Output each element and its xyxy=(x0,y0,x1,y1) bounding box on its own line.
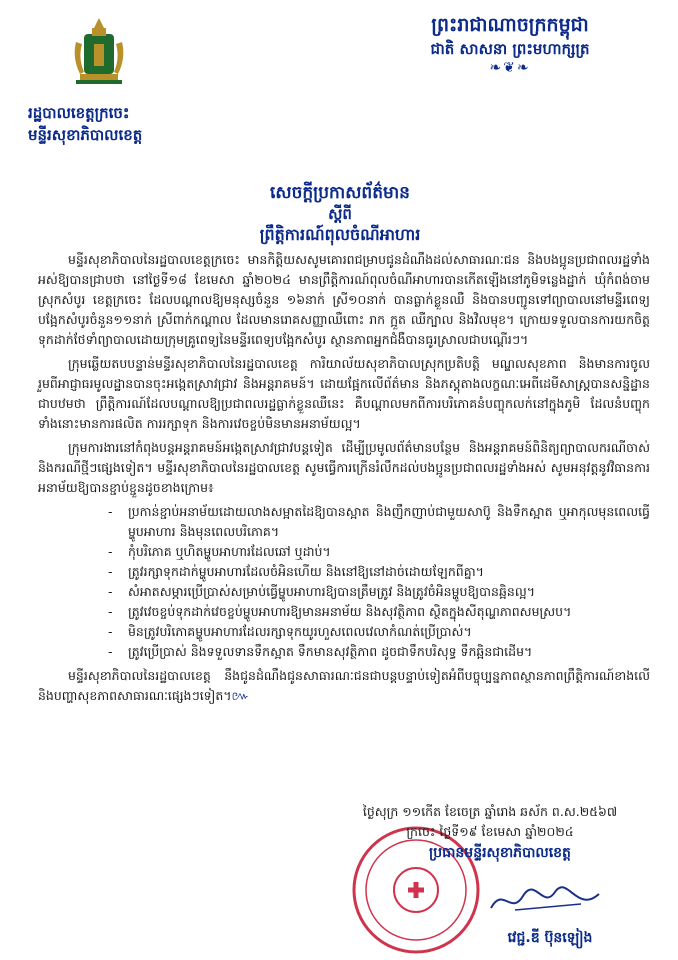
document-dates xyxy=(330,802,650,842)
list-item: - កុំបរិភោគ ឬហិតម្ហូបអាហារដែលឆៅ ឬដាប់។ xyxy=(108,542,650,562)
ornament-divider: ❧❦❧ xyxy=(489,60,531,76)
solar-date: ក្រចេះ ថ្ងៃទី១៩ ខែមេសា ឆ្នាំ២០២៤ xyxy=(406,824,574,839)
closing-text: មន្ទីរសុខាភិបាលនៃរដ្ឋបាលខេត្ត នឹងជូនដំណឹងជូនសាធារណៈជនជាបន្តបន្ទាប់ទៀតអំពីបច្ចុប្បន្នភាពស្ថានភាពព្រឹត្តិការណ៍ខាងលើ និងបញ្ហាសុខភាពសាធារណៈផ្សេងៗទៀត។ xyxy=(38,668,650,703)
paragraph-3: ក្រុមការងារនៅកំពុងបន្តអន្តរាគមន៍អង្កេតស្រាវជ្រាវបន្តទៀត ដើម្បីប្រមូលព័ត៌មានបន្ថែម និងអន្តរាគមន៍ពិនិត្យព្យាបាលករណីចាស់ និងករណីថ្មីៗផ្សេងទៀត។ មន្ទីរសុខាភិបាលនៃរដ្ឋបាលខេត្ត សូមធ្វើការក្រើនរំលឹកដល់បងប្អូនប្រជាពលរដ្ឋទាំងអស់ សូមអនុវត្តនូវវិធានការអនាម័យឱ្យបានខ្ជាប់ខ្ជួនដូចខាងក្រោម៖ xyxy=(38,440,650,495)
list-item: - ត្រូវវេចខ្ចប់ទុកដាក់វេចខ្ចប់ម្ហូបអាហារឱ្យមានអនាម័យ និងសុវត្ថិភាព ស្ថិតក្នុងសីតុណ្ហភាពសមស្រប។ xyxy=(108,602,650,622)
kingdom-header xyxy=(360,12,660,76)
title-line-1: សេចក្តីប្រកាសព័ត៌មាន xyxy=(270,183,410,203)
authority-province: រដ្ឋបាលខេត្តក្រចេះ xyxy=(28,104,130,122)
national-motto: ជាតិ សាសនា ព្រះមហាក្សត្រ xyxy=(430,40,590,58)
closing-paragraph xyxy=(38,666,650,706)
title-line-2: ស្តីពី xyxy=(328,205,352,223)
lunar-date: ថ្ងៃសុក្រ ១១កើត ខែចេត្រ ឆ្នាំរោង ឆស័ក ព.ស.២៥៦៧ xyxy=(362,804,618,819)
list-item: - ត្រូវរក្សាទុកដាក់ម្ហូបអាហារដែលចំអិនហើយ និងនៅឱ្យនៅដាច់ដោយឡែកពីគ្នា។ xyxy=(108,562,650,582)
list-item: - ត្រូវប្រើប្រាស់ និងទទួលទានទឹកស្អាត ទឹកមានសុវត្ថិភាព ដូចជាទឹកបរិសុទ្ធ ទឹកឆ្អិនជាដើម។ xyxy=(108,642,650,662)
document-title xyxy=(140,182,540,246)
kingdom-name: ព្រះរាជាណាចក្រកម្ពុជា xyxy=(431,14,589,36)
list-item: - មិនត្រូវបរិភោគម្ហូបអាហារដែលរក្សាទុកយូរហួសពេលវេលាកំណត់ប្រើប្រាស់។ xyxy=(108,622,650,642)
list-item: - សំអាតសម្ភារប្រើប្រាស់សម្រាប់ធ្វើម្ហូបអាហារឱ្យបានត្រឹមត្រូវ និងត្រូវចំអិនម្ហូបឱ្យបានឆ្អិនល្អ។ xyxy=(108,582,650,602)
signatory-title: ប្រធានមន្ទីរសុខាភិបាលខេត្ត xyxy=(429,845,571,861)
royal-emblem-icon xyxy=(70,14,128,86)
paragraph-1: មន្ទីរសុខាភិបាលនៃរដ្ឋបាលខេត្តក្រចេះ មានកិត្តិយសសូមគោរពជម្រាបជូនដំណឹងដល់សាធារណៈជន និងបងប្អូនប្រជាពលរដ្ឋទាំងអស់ឱ្យបានជ្រាបថា នៅថ្ងៃទី១៨ ខែមេសា ឆ្នាំ២០២៤ មានព្រឹត្តិការណ៍ពុលចំណីអាហារបានកើតឡើងនៅភូមិទន្លេងដ្ឋាក់ ឃុំកំពង់ចាម ស្រុកសំបូរ ខេត្តក្រចេះ ដែលបណ្តាលឱ្យមនុស្សចំនួន ១៦នាក់ ស្រី១០នាក់ បានធ្លាក់ខ្លួនឈឺ និងបានបញ្ជូនទៅព្យាបាលនៅមន្ទីរពេទ្យបង្អែកសំបូរចំនួន១១នាក់ ស្រីពាក់កណ្តាល ដែលមានរោគសញ្ញាឈឺពោះ រាក ក្អួត ឈឺក្បាល និងវិលមុខ។ ក្រោយទទួលបានការយកចិត្តទុកដាក់ថែទាំព្យាបាលដោយក្រុមគ្រូពេទ្យនៃមន្ទីរពេទ្យបង្អែកសំបូរ ស្ថានភាពអ្នកជំងឺបានធូរស្រាលជាបណ្តើរៗ។ xyxy=(38,252,650,347)
document-body xyxy=(38,250,650,710)
hygiene-measures-list xyxy=(38,502,650,662)
handwritten-signature-icon xyxy=(485,880,605,920)
authority-department: មន្ទីរសុខាភិបាលខេត្ត xyxy=(28,126,143,144)
paragraph-2: ក្រុមឆ្លើយតបបន្ទាន់មន្ទីរសុខាភិបាលនៃរដ្ឋបាលខេត្ត ការិយាល័យសុខាភិបាលស្រុកប្រតិបត្តិ មណ្ឌលសុខភាព និងមានការចូលរួមពីអាជ្ញាធរមូលដ្ឋានបានចុះអង្កេតស្រាវជ្រាវ និងអន្តរាគមន៍។ ដោយផ្អែកលើព័ត៌មាន និងភស្តុតាងលក្ខណៈអេពីដេមីសាស្ត្របានសន្និដ្ឋានជាបឋមថា ព្រឹត្តិការណ៍ដែលបណ្តាលឱ្យប្រជាពលរដ្ឋធ្លាក់ខ្លួនឈឺនេះ គឺបណ្តាលមកពីការបរិភោគនំបញ្ចុកលក់នៅក្នុងភូមិ ដែលនំបញ្ចុកទាំងនោះមានការផលិត ការរក្សាទុក និងការវេចខ្ចប់មិនមានអនាម័យល្អ។ xyxy=(38,356,650,431)
issuing-authority xyxy=(28,102,228,146)
title-line-3: ព្រឹត្តិការណ៍ពុលចំណីអាហារ xyxy=(259,225,421,244)
closing-mark: ៚ xyxy=(231,688,250,703)
list-item: - ប្រកាន់ខ្ជាប់អនាម័យដោយលាងសម្អាតដៃឱ្យបានស្អាត និងញឹកញាប់ជាមួយសាប៊ូ និងទឹកស្អាត ឬអាកុលមុនពេលធ្វើម្ហូបអាហារ និងមុនពេលបរិភោគ។ xyxy=(108,502,650,542)
signatory-name: វេជ្ជ.ឌី ប៊ុនឡៀង xyxy=(507,930,593,946)
